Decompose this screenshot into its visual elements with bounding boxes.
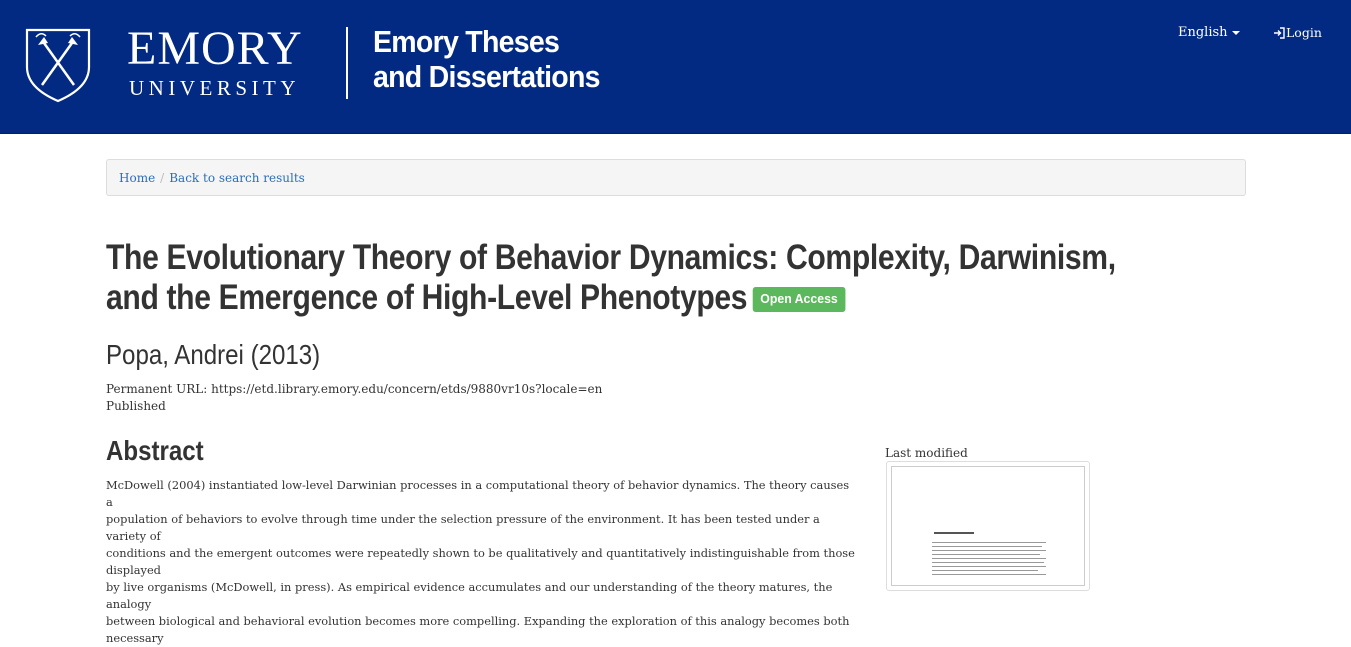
header-divider <box>346 27 348 99</box>
logo-emory-text[interactable]: EMORY <box>127 22 303 75</box>
publication-status: Published <box>106 399 166 413</box>
login-label: Login <box>1286 25 1322 40</box>
permanent-url <box>106 381 602 398</box>
thumbnail-text-mark <box>932 562 1044 563</box>
thumbnail-text-mark <box>932 554 1040 555</box>
site-title-line2: and Dissertations <box>373 59 600 94</box>
abstract-line: between biological and behavioral evolution becomes more compelling. Expanding the exploration of this analogy becomes both necessary <box>106 614 850 645</box>
permanent-url-value[interactable]: https://etd.library.emory.edu/concern/etds/9880vr10s?locale=en <box>211 382 603 396</box>
author-year: Popa, Andrei (2013) <box>106 339 321 370</box>
thumbnail-text-mark <box>932 550 1046 551</box>
site-header <box>0 0 1351 134</box>
thumbnail-text-mark <box>932 574 1046 575</box>
chevron-down-icon <box>1232 31 1240 35</box>
last-modified-label: Last modified <box>885 446 968 460</box>
thumbnail-text-mark <box>932 542 1046 543</box>
thumbnail-page-preview <box>891 466 1085 586</box>
login-link[interactable] <box>1273 25 1322 41</box>
abstract-line: conditions and the emergent outcomes were repeatedly shown to be qualitatively and quantitatively indistinguishable from those displayed <box>106 546 855 577</box>
abstract-line: by live organisms (McDowell, in press). As empirical evidence accumulates and our understanding of the theory matures, the analogy <box>106 580 833 611</box>
logo-university-text[interactable]: UNIVERSITY <box>129 76 300 100</box>
abstract-line: population of behaviors to evolve through time under the selection pressure of the environment. It has been tested under a variety of <box>106 512 820 543</box>
thumbnail-text-mark <box>932 570 1038 571</box>
breadcrumb <box>106 159 1246 196</box>
language-label: English <box>1178 25 1228 40</box>
login-icon <box>1273 27 1285 39</box>
work-title-text: The Evolutionary Theory of Behavior Dynamics: Complexity, Darwinism, and the Emergence of High-Level Phenotypes <box>106 238 1116 317</box>
document-thumbnail[interactable] <box>886 461 1090 591</box>
language-dropdown[interactable] <box>1178 25 1240 41</box>
thumbnail-text-mark <box>932 566 1046 567</box>
page-title <box>106 238 1121 318</box>
thumbnail-heading-mark <box>934 532 974 534</box>
open-access-badge: Open Access <box>752 287 845 312</box>
abstract-line: McDowell (2004) instantiated low-level Darwinian processes in a computational theory of behavior dynamics. The theory causes a <box>106 478 850 509</box>
permanent-url-label: Permanent URL: <box>106 382 208 396</box>
site-title[interactable] <box>373 24 600 94</box>
abstract-heading: Abstract <box>106 435 204 466</box>
thumbnail-text-mark <box>932 546 1042 547</box>
emory-shield-icon <box>24 27 92 103</box>
breadcrumb-separator: / <box>160 171 165 185</box>
site-title-line1: Emory Theses <box>373 24 560 59</box>
breadcrumb-back-link[interactable]: Back to search results <box>169 171 305 185</box>
abstract-text <box>106 477 858 647</box>
breadcrumb-home-link[interactable]: Home <box>119 171 156 185</box>
thumbnail-text-mark <box>932 558 1046 559</box>
